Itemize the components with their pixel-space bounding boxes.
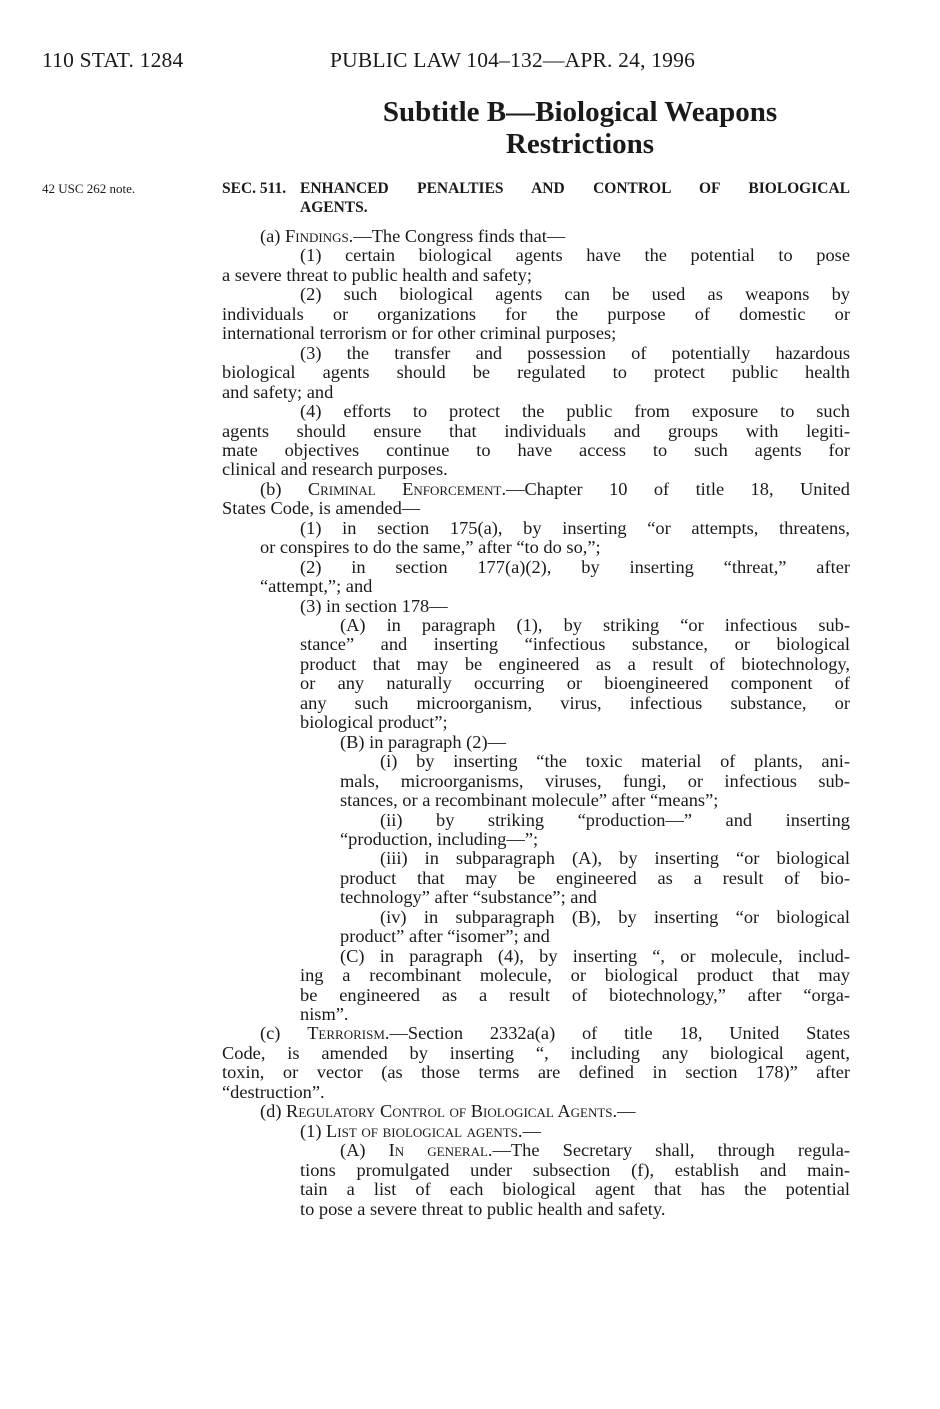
section-heading-line2: AGENTS. [300, 199, 368, 216]
text-line [300, 673, 850, 693]
text-line [300, 654, 850, 674]
line-text: (2) such biological agents can be used as weapons by [300, 284, 850, 305]
section-number: SEC. 511. [222, 180, 287, 197]
text-line [340, 790, 718, 810]
line-text: (1) certain biological agents have the potential to pose [300, 245, 850, 266]
text-line [222, 382, 333, 402]
text-line [340, 868, 850, 888]
text-line [300, 1199, 665, 1219]
text-line [222, 421, 850, 441]
line-text: toxin, or vector (as those terms are defined in section 178)” after [222, 1062, 850, 1083]
text-line [260, 479, 850, 499]
line-text: (1) in section 175(a), by inserting “or attempts, threatens, [300, 517, 850, 538]
text-line [380, 751, 850, 771]
text-line [222, 1082, 325, 1102]
text-line [260, 1101, 636, 1121]
line-text: product” after “isomer”; and [340, 926, 550, 947]
line-text: (b) [260, 478, 308, 499]
line-rest: —Chapter 10 of title 18, United [506, 478, 850, 499]
text-line [340, 615, 850, 635]
line-rest: — [617, 1101, 636, 1122]
line-text: (a) [260, 226, 286, 246]
text-line [260, 1023, 850, 1043]
line-text: or conspires to do the same,” after “to do so,”; [260, 537, 601, 558]
subtitle-heading-line2: Restrictions [505, 128, 655, 160]
line-text: (2) in section 177(a)(2), by inserting “threat,” after [300, 556, 850, 577]
line-text: and safety; and [222, 381, 334, 402]
line-text: international terrorism or for other criminal purposes; [222, 323, 617, 344]
text-line [300, 965, 850, 985]
line-text: (iv) in subparagraph (B), by inserting “or biological [380, 906, 850, 927]
line-text: nism”. [300, 1004, 349, 1024]
line-text: tions promulgated under subsection (f), establish and main- [300, 1159, 850, 1180]
line-text: ing a recombinant molecule, or biological product that may [300, 965, 850, 986]
line-caption: Regulatory Control of Biological Agents. [286, 1101, 618, 1122]
text-line [340, 946, 850, 966]
line-text: biological product”; [300, 712, 448, 733]
text-line [380, 810, 850, 830]
line-text: (3) the transfer and possession of potentially hazardous [300, 342, 850, 363]
line-rest: —The Secretary shall, through regula- [492, 1140, 850, 1161]
line-caption: Terrorism. [307, 1023, 390, 1044]
line-text: “production, including—”; [340, 828, 539, 849]
text-line [340, 732, 506, 752]
line-text: mate objectives continue to have access to such agents for [222, 439, 850, 460]
text-line [300, 401, 850, 421]
margin-note: 42 USC 262 note. [42, 181, 136, 196]
text-line [300, 985, 850, 1005]
text-line [260, 537, 601, 557]
line-text: biological agents should be regulated to protect public health [222, 362, 850, 383]
text-line [300, 1179, 850, 1199]
text-line [300, 245, 850, 265]
text-line [260, 226, 565, 246]
line-text: (d) [260, 1101, 287, 1122]
line-rest: —The Congress finds that— [353, 226, 566, 246]
line-text: technology” after “substance”; and [340, 887, 597, 908]
line-text: stances, or a recombinant molecule” after “means”; [340, 790, 719, 811]
line-text: (c) [260, 1023, 308, 1044]
line-caption: Findings. [285, 226, 354, 246]
line-text: be engineered as a result of biotechnology,” after “orga- [300, 984, 850, 1005]
line-text: individuals or organizations for the purpose of domestic or [222, 303, 850, 324]
line-text: any such microorganism, virus, infectious substance, or [300, 692, 850, 713]
line-rest: —Section 2332a(a) of title 18, United States [389, 1023, 850, 1044]
line-text: stance” and inserting “infectious substance, or biological [300, 634, 850, 655]
section-heading: ENHANCED PENALTIES AND CONTROL OF BIOLOGICAL [300, 180, 850, 197]
line-caption: In general. [388, 1140, 493, 1161]
text-line [222, 1043, 850, 1063]
line-text: (1) [300, 1120, 327, 1141]
line-caption: Criminal Enforcement. [307, 478, 507, 499]
line-text: (4) efforts to protect the public from exposure to such [300, 401, 850, 422]
text-line [300, 634, 850, 654]
text-line [380, 907, 850, 927]
text-line [222, 459, 448, 479]
text-line [340, 887, 597, 907]
line-text: (iii) in subparagraph (A), by inserting “or biological [380, 848, 850, 869]
text-line [380, 848, 850, 868]
line-text: product that may be engineered as a result of biotechnology, [300, 653, 850, 674]
line-text: to pose a severe threat to public health and safety. [300, 1198, 666, 1219]
text-line [300, 557, 850, 577]
text-line [340, 926, 550, 946]
text-line [300, 693, 850, 713]
text-line [300, 343, 850, 363]
line-text: agents should ensure that individuals and groups with legiti- [222, 420, 850, 441]
line-text: (C) in paragraph (4), by inserting “, or molecule, includ- [340, 945, 850, 966]
text-line [300, 712, 448, 732]
subtitle-heading: Subtitle B—Biological Weapons [382, 96, 778, 128]
line-text: States Code, is amended— [222, 498, 421, 519]
page-header-stat: 110 STAT. 1284 [42, 48, 184, 72]
line-text: product that may be engineered as a result of bio- [340, 867, 850, 888]
text-line [340, 829, 538, 849]
text-line [300, 1121, 541, 1141]
line-text: (3) in section 178— [300, 595, 448, 616]
text-line [300, 284, 850, 304]
line-text: (A) [340, 1140, 389, 1161]
text-line [300, 596, 448, 616]
text-line [222, 323, 616, 343]
text-line [260, 576, 372, 596]
line-text: mals, microorganisms, viruses, fungi, or infectious sub- [340, 770, 850, 791]
text-line [222, 362, 850, 382]
text-line [222, 440, 850, 460]
line-text: (A) in paragraph (1), by striking “or infectious sub- [340, 615, 850, 635]
text-line [300, 1160, 850, 1180]
line-text: “attempt,”; and [260, 576, 373, 597]
line-text: “destruction”. [222, 1081, 325, 1102]
line-text: tain a list of each biological agent that has the potential [300, 1179, 850, 1200]
line-text: (B) in paragraph (2)— [340, 731, 506, 752]
text-line [222, 304, 850, 324]
text-line [300, 1004, 349, 1024]
line-rest: — [522, 1120, 541, 1141]
line-text: or any naturally occurring or bioengineered component of [300, 673, 850, 694]
text-line [222, 1062, 850, 1082]
line-text: Code, is amended by inserting “, including any biological agent, [222, 1042, 850, 1063]
text-line [222, 265, 532, 285]
line-text: (i) by inserting “the toxic material of plants, ani- [380, 751, 850, 772]
text-line [340, 1140, 850, 1160]
text-line [222, 498, 420, 518]
line-text: clinical and research purposes. [222, 459, 448, 480]
line-text: a severe threat to public health and safety; [222, 264, 532, 285]
line-caption: List of biological agents. [326, 1120, 523, 1141]
text-line [340, 771, 850, 791]
page-header-law: PUBLIC LAW 104–132—APR. 24, 1996 [330, 48, 696, 72]
line-text: (ii) by striking “production—” and inserting [380, 809, 850, 830]
text-line [300, 518, 850, 538]
